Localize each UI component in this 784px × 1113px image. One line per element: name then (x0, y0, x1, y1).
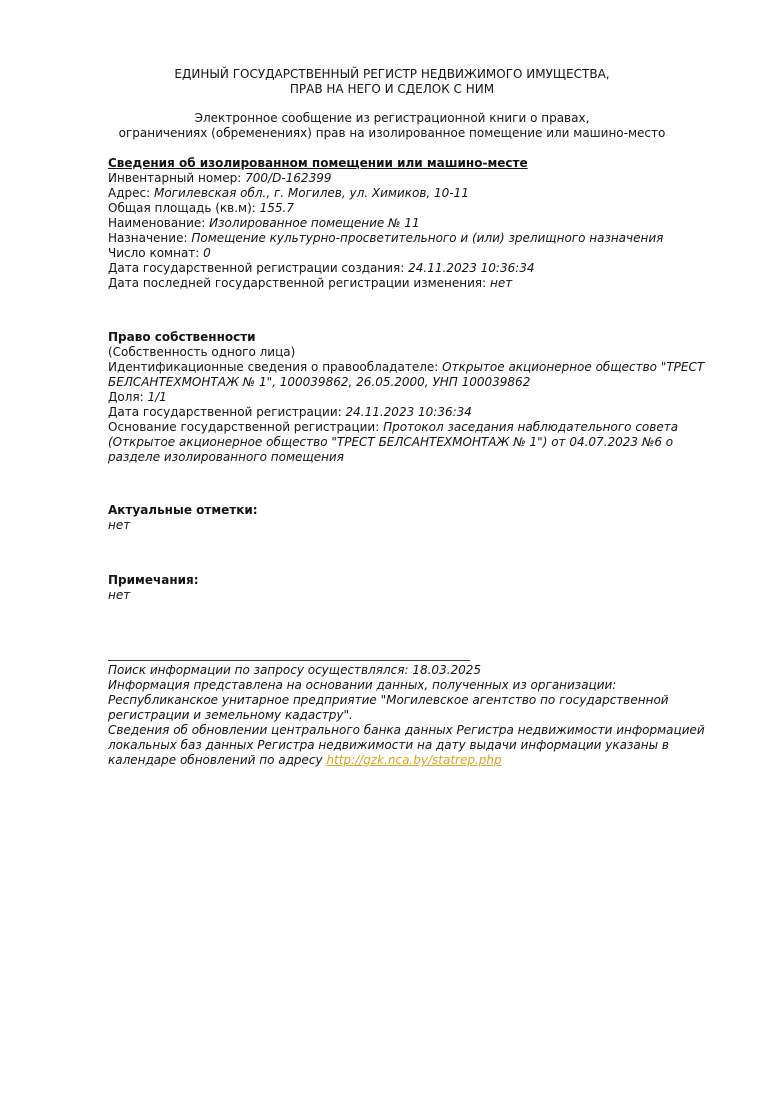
section-notes (108, 573, 724, 603)
field-value: Изолированное помещение № 11 (209, 216, 420, 230)
field-label: Дата последней государственной регистрации изменения: (108, 276, 487, 290)
marks-value: нет (108, 518, 131, 532)
subtitle-line2: ограничениях (обременениях) прав на изолированное помещение или машино-место (118, 126, 666, 140)
notes-value: нет (108, 588, 131, 602)
field-row-registration-date (108, 405, 724, 420)
section-property-info (108, 156, 724, 291)
field-label: Наименование: (108, 216, 206, 230)
field-row-room-count (108, 246, 724, 261)
field-value: Открытое акционерное общество "ТРЕСТ БЕЛСАНТЕХМОНТАЖ № 1", 100039862, 26.05.2000, УНП 100039862 (108, 360, 705, 389)
field-value: 0 (203, 246, 211, 260)
field-value: Могилевская обл., г. Могилев, ул. Химиков, 10-11 (153, 186, 469, 200)
section-heading-notes: Примечания: (108, 573, 199, 587)
field-value: 24.11.2023 10:36:34 (345, 405, 472, 419)
registry-title-line2: ПРАВ НА НЕГО И СДЕЛОК С НИМ (289, 82, 495, 96)
section-heading-ownership: Право собственности (108, 330, 256, 344)
document-subtitle (0, 111, 784, 141)
section-heading-marks: Актуальные отметки: (108, 503, 258, 517)
field-row-rightholder (108, 360, 724, 390)
field-value: нет (490, 276, 513, 290)
footer-search-date-line: Поиск информации по запросу осуществлялся: 18.03.2025 (108, 663, 482, 677)
field-label: Доля: (108, 390, 144, 404)
field-label: Назначение: (108, 231, 188, 245)
field-label: Адрес: (108, 186, 151, 200)
field-value: Помещение культурно-просветительного и (или) зрелищного назначения (191, 231, 664, 245)
field-row-address (108, 186, 724, 201)
section-current-marks (108, 503, 724, 533)
field-row-name (108, 216, 724, 231)
footer-source-line: Информация представлена на основании данных, полученных из организации: Республиканское унитарное предприятие "Могилевское агентство по государственной регистрации и земельному кадастру". (108, 678, 669, 722)
field-label: Основание государственной регистрации: (108, 420, 380, 434)
field-label: Дата государственной регистрации создания: (108, 261, 405, 275)
ownership-type: (Собственность одного лица) (108, 345, 296, 359)
field-value: 24.11.2023 10:36:34 (408, 261, 535, 275)
field-value: 700/D-162399 (245, 171, 332, 185)
document-header (0, 0, 784, 141)
field-row-purpose (108, 231, 724, 246)
footer-update-line (108, 723, 724, 768)
field-value: 1/1 (147, 390, 167, 404)
field-label: Дата государственной регистрации: (108, 405, 342, 419)
section-heading-property: Сведения об изолированном помещении или машино-месте (108, 156, 528, 170)
field-label: Общая площадь (кв.м): (108, 201, 256, 215)
field-label: Инвентарный номер: (108, 171, 242, 185)
footer-update-text: Сведения об обновлении центрального банка данных Регистра недвижимости информацией локальных баз данных Регистра недвижимости на дату выдачи информации указаны в календаре обновлений по адресу (108, 723, 705, 767)
divider-line (108, 648, 470, 661)
registry-title-line1: ЕДИНЫЙ ГОСУДАРСТВЕННЫЙ РЕГИСТР НЕДВИЖИМОГО ИМУЩЕСТВА, (174, 67, 610, 81)
field-value: Протокол заседания наблюдательного совета (Открытое акционерное общество "ТРЕСТ БЕЛСАНТЕХМОНТАЖ № 1") от 04.07.2023 №6 о разделе изолированного помещения (108, 420, 679, 464)
document-footer (108, 648, 724, 768)
field-value: 155.7 (259, 201, 295, 215)
field-row-total-area (108, 201, 724, 216)
field-row-registration-created (108, 261, 724, 276)
subtitle-line1: Электронное сообщение из регистрационной книги о правах, (194, 111, 590, 125)
statrep-link[interactable]: http://gzk.nca.by/statrep.php (326, 753, 502, 767)
field-label: Число комнат: (108, 246, 200, 260)
field-row-registration-changed (108, 276, 724, 291)
section-ownership-right (108, 330, 724, 465)
field-row-share (108, 390, 724, 405)
field-row-inventory-number (108, 171, 724, 186)
document-body (0, 156, 784, 768)
field-row-registration-basis (108, 420, 724, 465)
field-label: Идентификационные сведения о правообладателе: (108, 360, 439, 374)
